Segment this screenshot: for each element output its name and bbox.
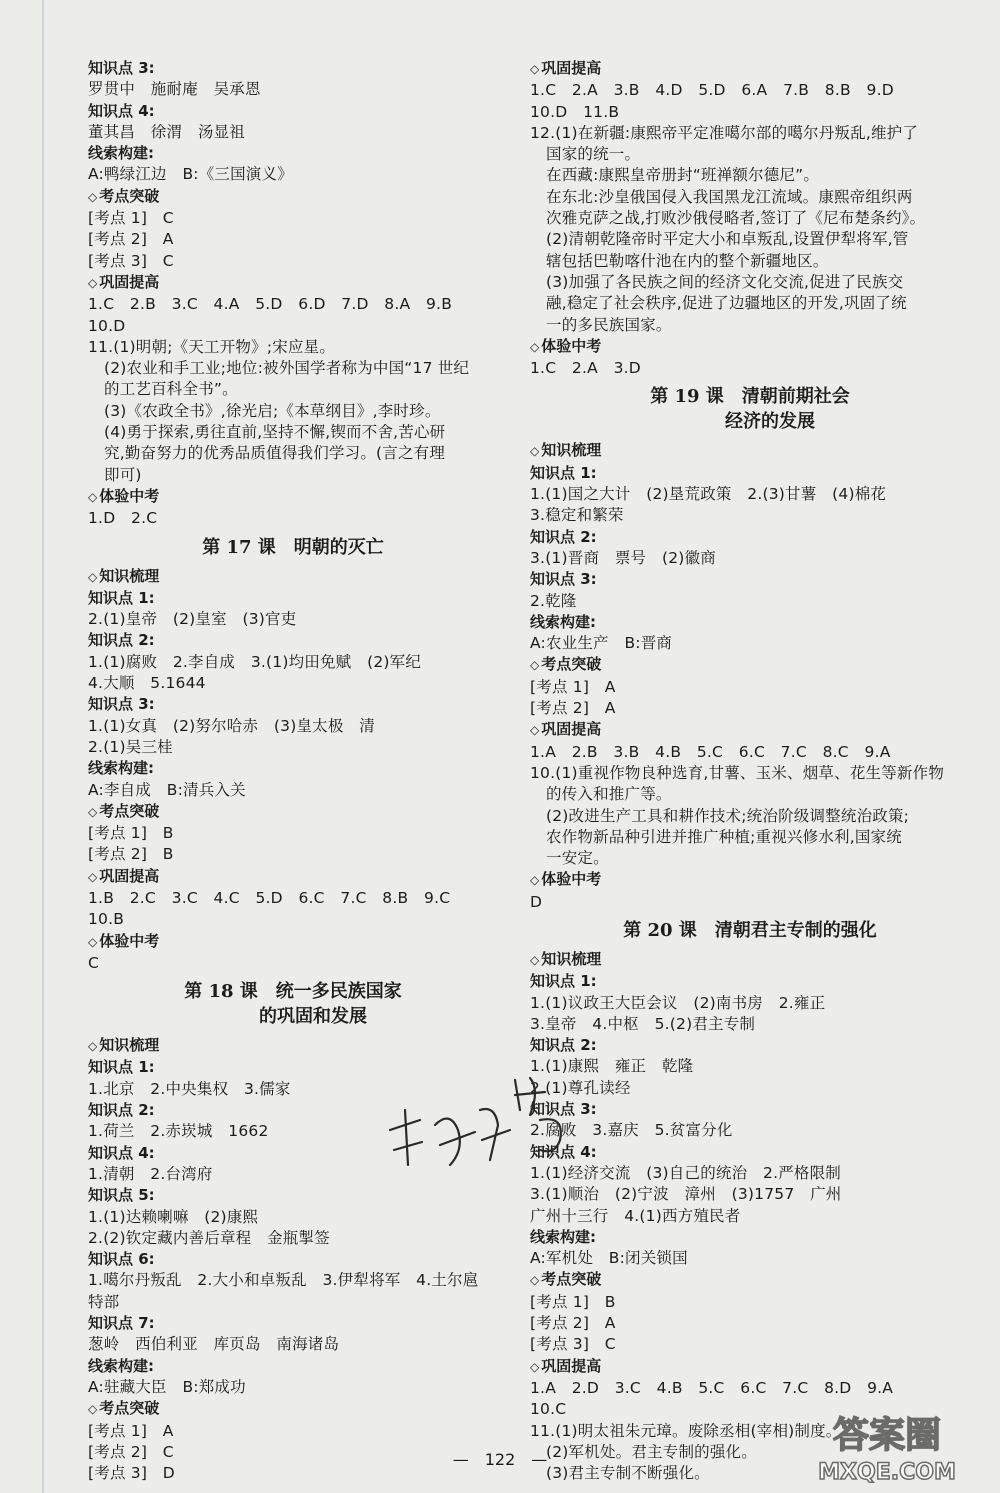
answer-line: [考点 1] C [88, 209, 174, 228]
knowledge-point-label: 知识点 3: [88, 59, 155, 77]
section-heading-text: 体验中考 [99, 486, 160, 505]
svg-text:MXQE.COM: MXQE.COM [818, 1460, 956, 1485]
watermark-logo [792, 1407, 982, 1487]
answer-line: 3.稳定和繁荣 [530, 506, 624, 525]
section-heading [530, 1269, 970, 1291]
answer-line: 辖包括巴勒喀什池在内的整个新疆地区。 [546, 251, 829, 270]
knowledge-point-label: 知识点 1: [88, 1058, 155, 1077]
answer-line: [考点 2] A [530, 699, 616, 718]
section-heading [530, 58, 970, 80]
answer-line: 11.(1)明太祖朱元璋。废除丞相(宰相)制度。 [530, 1421, 842, 1440]
knowledge-point-label: 知识点 2: [530, 527, 597, 546]
answer-line: C [88, 953, 100, 972]
section-heading-text: 考点突破 [541, 655, 602, 674]
answer-line: 1.D 2.C [88, 509, 158, 528]
knowledge-point-label: 知识点 1: [530, 972, 597, 991]
answer-line: 2.(1)吴三桂 [88, 737, 173, 756]
answer-line: A:驻藏大臣 B:郑成功 [88, 1377, 246, 1396]
answer-line: 1.北京 2.中央集权 3.儒家 [88, 1079, 291, 1098]
page-number: — 122 — [452, 1450, 548, 1469]
answer-line: (2)改进生产工具和耕作技术;统治阶级调整统治政策; [546, 806, 910, 825]
section-heading [88, 1035, 498, 1057]
answer-line: 1.(1)女真 (2)努尔哈赤 (3)皇太极 清 [88, 716, 375, 735]
section-heading [88, 931, 498, 953]
section-heading [88, 186, 498, 208]
diamond-icon: ◇ [88, 275, 98, 290]
answer-line: 1.(1)经济交流 (3)自己的统治 2.严格限制 [530, 1163, 841, 1182]
answer-line: 罗贯中 施耐庵 吴承恩 [88, 80, 261, 99]
answer-line: 在东北:沙皇俄国侵入我国黑龙江流域。康熙帝组织两 [546, 187, 913, 206]
knowledge-point-label: 知识点 2: [88, 1101, 155, 1120]
answer-line: 1.荷兰 2.赤崁城 1662 [88, 1122, 269, 1141]
answer-line: [考点 2] A [530, 1314, 616, 1333]
answer-line: 11.(1)明朝;《天工开物》;宋应星。 [88, 337, 336, 356]
svg-text:答案圈: 答案圈 [832, 1415, 942, 1456]
answer-line: [考点 1] A [530, 677, 616, 696]
answer-line: 2.乾隆 [530, 591, 577, 610]
knowledge-point-label: 知识点 1: [88, 588, 155, 607]
answer-line: (3)《农政全书》,徐光启;《本草纲目》,李时珍。 [104, 401, 441, 420]
diamond-icon: ◇ [88, 489, 98, 504]
knowledge-point-label: 线索构建: [530, 1227, 596, 1246]
answer-line: 融,稳定了社会秩序,促进了边疆地区的开发,巩固了统 [546, 294, 907, 313]
lesson-title-continued: 的巩固和发展 [259, 1006, 367, 1028]
answer-line: 农作物新品种引进并推广种植;重视兴修水利,国家统 [546, 827, 902, 846]
answer-line: 1.C 2.A 3.D [530, 359, 641, 378]
section-heading [88, 866, 498, 888]
answer-line: 2.(2)钦定藏内善后章程 金瓶掣签 [88, 1228, 330, 1247]
section-heading-text: 考点突破 [99, 186, 160, 205]
answer-line: 2.(1)皇帝 (2)皇室 (3)官吏 [88, 610, 297, 629]
section-heading [530, 719, 970, 741]
answer-line: A:鸭绿江边 B:《三国演义》 [88, 165, 293, 184]
answer-line: [考点 1] B [88, 824, 174, 843]
answer-line: [考点 2] C [88, 1442, 174, 1461]
section-heading-text: 巩固提高 [99, 272, 160, 291]
section-heading [88, 272, 498, 294]
answer-line: (2)军机处。君主专制的强化。 [546, 1442, 757, 1461]
answer-line: 1.B 2.C 3.C 4.C 5.D 6.C 7.C 8.B 9.C [88, 888, 451, 907]
knowledge-point-label: 知识点 3: [88, 695, 155, 714]
answer-line: 一的多民族国家。 [546, 315, 672, 334]
answer-line: 的工艺百科全书”。 [104, 380, 238, 399]
answer-line: 1.(1)国之大计 (2)垦荒政策 2.(3)甘薯 (4)棉花 [530, 485, 887, 504]
knowledge-point-label: 知识点 3: [530, 570, 597, 589]
answer-line: 12.(1)在新疆:康熙帝平定准噶尔部的噶尔丹叛乱,维护了 [530, 123, 919, 142]
answer-line: 10.C [530, 1400, 567, 1419]
section-heading-text: 考点突破 [541, 1270, 602, 1289]
diamond-icon: ◇ [530, 339, 540, 354]
answer-line: 1.(1)康熙 雍正 乾隆 [530, 1057, 694, 1076]
section-heading [88, 486, 498, 508]
knowledge-point-label: 知识点 5: [88, 1186, 155, 1205]
diamond-icon: ◇ [88, 804, 98, 819]
knowledge-point-label: 知识点 4: [88, 1143, 155, 1162]
knowledge-point-label: 知识点 3: [530, 1100, 597, 1119]
section-heading [530, 1356, 970, 1378]
answer-line: (2)农业和手工业;地位:被外国学者称为中国“17 世纪 [104, 359, 470, 378]
answer-line: 1.A 2.B 3.B 4.B 5.C 6.C 7.C 8.C 9.A [530, 742, 891, 761]
answer-line: [考点 3] C [88, 251, 174, 270]
answer-line: 1.清朝 2.台湾府 [88, 1164, 213, 1183]
lesson-title: 第 18 课 统一多民族国家 [184, 981, 402, 1003]
handwritten-scribble [380, 1070, 580, 1200]
left-column [88, 58, 498, 1484]
section-heading-text: 体验中考 [541, 336, 602, 355]
answer-line: 次雅克萨之战,打败沙俄侵略者,签订了《尼布楚条约》。 [546, 209, 926, 228]
lesson-title: 第 20 课 清朝君主专制的强化 [623, 919, 877, 941]
answer-line: 国家的统一。 [546, 145, 641, 164]
answer-line: 广州十三行 4.(1)西方殖民者 [530, 1206, 741, 1225]
section-heading-text: 知识梳理 [541, 441, 602, 460]
answer-line: 1.(1)议政王大臣会议 (2)南书房 2.雍正 [530, 993, 826, 1012]
answer-line: 1.C 2.A 3.B 4.D 5.D 6.A 7.B 8.B 9.D [530, 81, 894, 100]
answer-line: A:军机处 B:闭关锁国 [530, 1249, 688, 1268]
answer-line: 4.大顺 5.1644 [88, 674, 206, 693]
answer-line: 的传入和推广等。 [546, 785, 672, 804]
knowledge-point-label: 线索构建: [88, 1356, 154, 1375]
answer-line: A:李自成 B:清兵入关 [88, 780, 246, 799]
knowledge-point-label: 线索构建: [88, 144, 154, 163]
section-heading-text: 考点突破 [99, 1399, 160, 1418]
right-column [530, 58, 970, 1484]
diamond-icon: ◇ [530, 444, 540, 459]
answer-line: 1.C 2.B 3.C 4.A 5.D 6.D 7.D 8.A 9.B [88, 295, 453, 314]
lesson-title-continued: 经济的发展 [725, 411, 815, 433]
answer-line: 1.噶尔丹叛乱 2.大小和卓叛乱 3.伊犁将军 4.土尔扈 [88, 1271, 479, 1290]
answer-line: [考点 1] B [530, 1292, 616, 1311]
answer-line: [考点 3] C [530, 1335, 616, 1354]
answer-line: [考点 1] A [88, 1421, 174, 1440]
answer-line: 3.(1)晋商 票号 (2)徽商 [530, 548, 716, 567]
diamond-icon: ◇ [88, 569, 98, 584]
diamond-icon: ◇ [530, 658, 540, 673]
answer-line: 葱岭 西伯利亚 库页岛 南海诸岛 [88, 1335, 340, 1354]
knowledge-point-label: 知识点 4: [530, 1142, 597, 1161]
section-heading-text: 巩固提高 [541, 720, 602, 739]
section-heading [88, 801, 498, 823]
section-heading-text: 考点突破 [99, 801, 160, 820]
answer-line: [考点 2] A [88, 230, 174, 249]
answer-line: 1.(1)达赖喇嘛 (2)康熙 [88, 1207, 259, 1226]
answer-line: 10.D [88, 316, 126, 335]
diamond-icon: ◇ [530, 952, 540, 967]
answer-line: 董其昌 徐渭 汤显祖 [88, 122, 246, 141]
binding-margin-line [42, 0, 44, 1493]
diamond-icon: ◇ [530, 1359, 540, 1374]
knowledge-point-label: 线索构建: [88, 759, 154, 778]
section-heading-text: 巩固提高 [541, 1356, 602, 1375]
diamond-icon: ◇ [530, 723, 540, 738]
section-heading-text: 巩固提高 [99, 866, 160, 885]
answer-line: 10.(1)重视作物良种选育,甘薯、玉米、烟草、花生等新作物 [530, 763, 945, 782]
answer-line: 2.腐败 3.嘉庆 5.贫富分化 [530, 1121, 733, 1140]
answer-line: 10.D 11.B [530, 102, 620, 121]
answer-line: 3.(1)顺治 (2)宁波 漳州 (3)1757 广州 [530, 1185, 842, 1204]
section-heading-text: 巩固提高 [541, 59, 602, 77]
section-heading [530, 654, 970, 676]
answer-line: 即可) [104, 465, 142, 484]
diamond-icon: ◇ [530, 873, 540, 888]
knowledge-point-label: 知识点 2: [530, 1036, 597, 1055]
section-heading [530, 440, 970, 462]
answer-line: 一安定。 [546, 849, 609, 868]
answer-line: 特部 [88, 1292, 120, 1311]
knowledge-point-label: 知识点 4: [88, 101, 155, 120]
diamond-icon: ◇ [530, 1273, 540, 1288]
section-heading [88, 566, 498, 588]
answer-line: [考点 2] B [88, 845, 174, 864]
lesson-title: 第 17 课 明朝的灭亡 [202, 536, 384, 558]
diamond-icon: ◇ [88, 189, 98, 204]
knowledge-point-label: 知识点 2: [88, 631, 155, 650]
answer-line: [考点 3] D [88, 1464, 175, 1483]
diamond-icon: ◇ [88, 1402, 98, 1417]
answer-line: 3.皇帝 4.中枢 5.(2)君主专制 [530, 1014, 756, 1033]
answer-line: (3)加强了各民族之间的经济文化交流,促进了民族交 [546, 272, 904, 291]
section-heading [530, 949, 970, 971]
section-heading-text: 体验中考 [99, 931, 160, 950]
answer-line: (4)勇于探索,勇往直前,坚持不懈,锲而不舍,苦心研 [104, 423, 446, 442]
section-heading [530, 336, 970, 358]
answer-line: 10.B [88, 910, 125, 929]
answer-line: 在西藏:康熙皇帝册封“班禅额尔德尼”。 [546, 166, 820, 185]
answer-line: (2)清朝乾隆帝时平定大小和卓叛乱,设置伊犁将军,管 [546, 230, 909, 249]
section-heading-text: 知识梳理 [99, 1036, 160, 1055]
answer-line: 1.A 2.D 3.C 4.B 5.C 6.C 7.C 8.D 9.A [530, 1378, 894, 1397]
answer-line: 2.(1)尊孔读经 [530, 1078, 631, 1097]
answer-line: 1.(1)腐败 2.李自成 3.(1)均田免赋 (2)军纪 [88, 652, 422, 671]
section-heading-text: 知识梳理 [99, 566, 160, 585]
diamond-icon: ◇ [88, 1039, 98, 1054]
diamond-icon: ◇ [88, 934, 98, 949]
section-heading-text: 知识梳理 [541, 949, 602, 968]
diamond-icon: ◇ [88, 869, 98, 884]
section-heading [88, 1398, 498, 1420]
section-heading [530, 869, 970, 891]
lesson-title: 第 19 课 清朝前期社会 [650, 386, 850, 408]
knowledge-point-label: 知识点 1: [530, 463, 597, 482]
diamond-icon: ◇ [530, 62, 540, 76]
knowledge-point-label: 知识点 7: [88, 1314, 155, 1333]
answer-line: 究,勤奋努力的优秀品质值得我们学习。(言之有理 [104, 444, 446, 463]
section-heading-text: 体验中考 [541, 870, 602, 889]
answer-line: A:农业生产 B:晋商 [530, 634, 673, 653]
answer-line: (3)君主专制不断强化。 [546, 1464, 710, 1483]
knowledge-point-label: 知识点 6: [88, 1250, 155, 1269]
answer-line: D [530, 892, 543, 911]
knowledge-point-label: 线索构建: [530, 612, 596, 631]
